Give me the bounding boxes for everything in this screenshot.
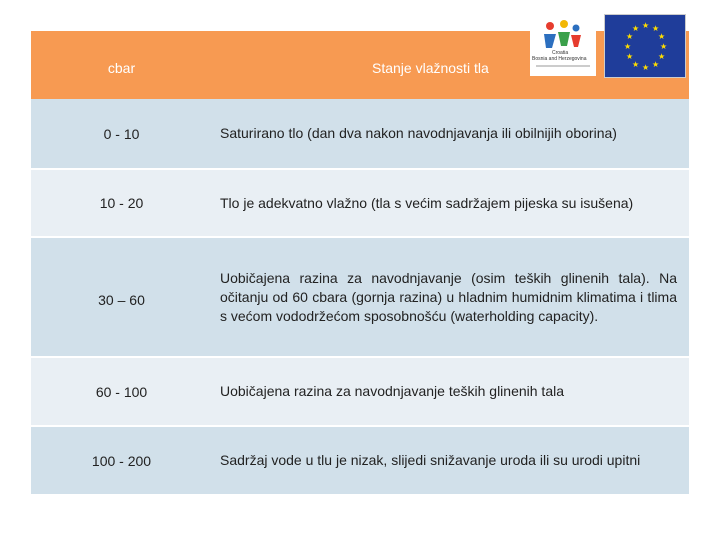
table-row bbox=[31, 99, 689, 168]
range-cell: 10 - 20 bbox=[99, 195, 144, 211]
svg-text:★: ★ bbox=[658, 52, 666, 61]
table-row bbox=[31, 358, 689, 425]
soil-moisture-table bbox=[31, 31, 689, 494]
partner-line-1: Croatia bbox=[552, 50, 569, 56]
svg-text:★: ★ bbox=[624, 42, 632, 51]
svg-text:★: ★ bbox=[626, 32, 634, 41]
header-cbar: cbar bbox=[107, 60, 136, 76]
svg-text:★: ★ bbox=[660, 42, 668, 51]
partner-line-2: Bosnia and Herzegovina bbox=[532, 56, 587, 62]
svg-text:★: ★ bbox=[632, 60, 640, 69]
header-soil-moisture: Stanje vlažnosti tla bbox=[372, 59, 489, 76]
range-cell: 30 – 60 bbox=[98, 292, 145, 308]
eu-stars-icon bbox=[605, 15, 685, 77]
table-row bbox=[31, 238, 689, 356]
description-cell: Sadržaj vode u tlu je nizak, slijedi snižavanje uroda ili su urodi upitni bbox=[220, 452, 641, 468]
description-cell: Tlo je adekvatno vlažno (tla s većim sadržajem pijeska su isušena) bbox=[220, 194, 634, 211]
svg-text:★: ★ bbox=[658, 32, 666, 41]
svg-text:★: ★ bbox=[652, 24, 660, 33]
svg-text:★: ★ bbox=[642, 21, 650, 30]
header-logos bbox=[530, 14, 686, 78]
svg-text:★: ★ bbox=[652, 60, 660, 69]
description-cell: Saturirano tlo (dan dva nakon navodnjavanja ili obilnijih oborina) bbox=[220, 125, 617, 141]
table-row bbox=[31, 427, 689, 494]
range-cell: 0 - 10 bbox=[103, 125, 140, 142]
table-row bbox=[31, 170, 689, 236]
svg-text:★: ★ bbox=[642, 63, 650, 72]
range-cell: 60 - 100 bbox=[95, 383, 148, 400]
description-cell: Uobičajena razina za navodnjavanje (osim teških glinenih tala). Na očitanju od 60 cbara (gornja razina) u hladnim humidnim klimatima i tlima s većom vododržećom sposobnošću (waterholding capacity). bbox=[220, 269, 677, 324]
svg-text:★: ★ bbox=[626, 52, 634, 61]
svg-text:★: ★ bbox=[632, 24, 640, 33]
cross-border-programme-logo bbox=[530, 14, 596, 76]
partner-figures-icon bbox=[530, 14, 596, 76]
eu-flag-icon bbox=[604, 14, 686, 78]
range-cell: 100 - 200 bbox=[91, 452, 152, 469]
description-cell: Uobičajena razina za navodnjavanje teških glinenih tala bbox=[220, 383, 565, 399]
